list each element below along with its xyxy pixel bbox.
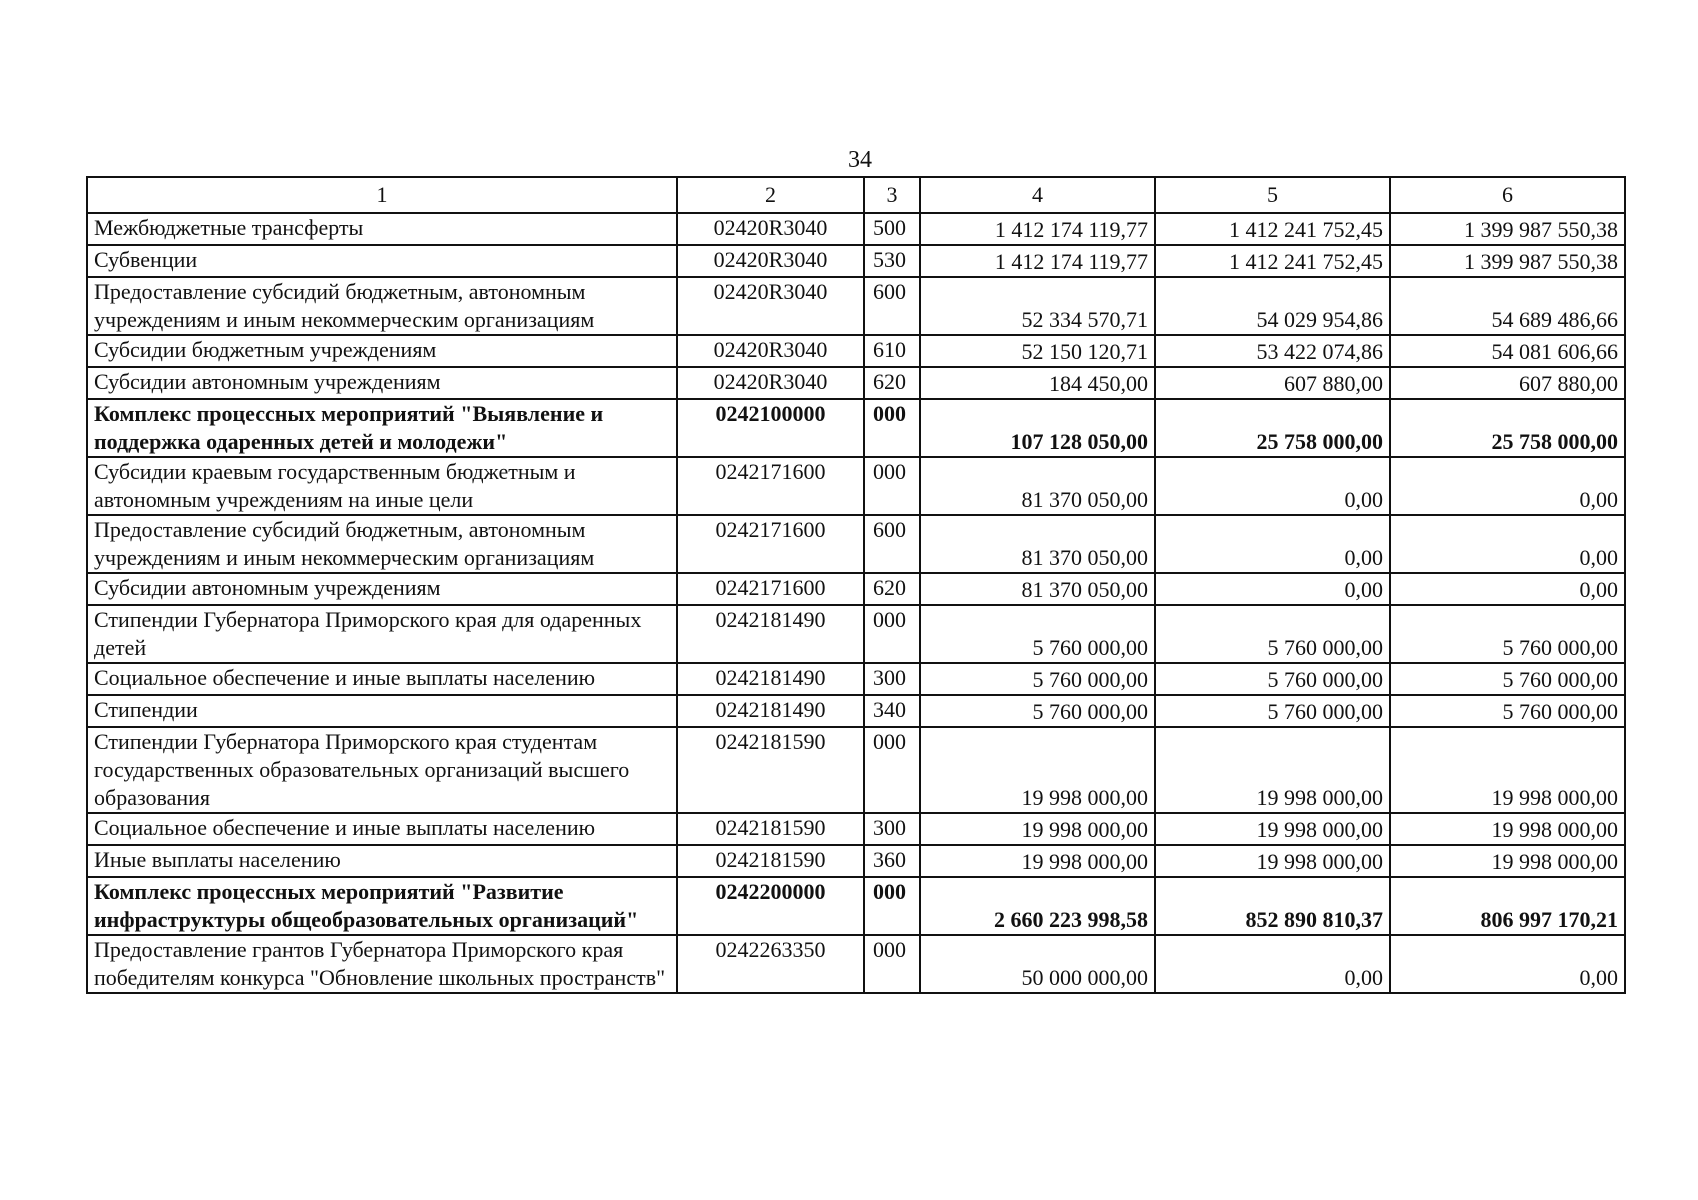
row-sum-cell-2: 5 760 000,00 [1155, 663, 1390, 695]
row-code-cell: 02420R3040 [677, 245, 864, 277]
row-sum-cell-3: 0,00 [1390, 457, 1625, 515]
table-row [87, 245, 1625, 277]
table-row [87, 457, 1625, 515]
column-header: 1 [87, 177, 677, 213]
row-code-cell: 0242181590 [677, 727, 864, 813]
row-sum-cell-2: 19 998 000,00 [1155, 813, 1390, 845]
row-sum-cell-1: 19 998 000,00 [920, 813, 1155, 845]
row-type-cell: 600 [864, 515, 920, 573]
row-type-cell: 610 [864, 335, 920, 367]
row-sum-cell-3: 54 081 606,66 [1390, 335, 1625, 367]
row-sum-cell-1: 50 000 000,00 [920, 935, 1155, 993]
row-sum-cell-2: 19 998 000,00 [1155, 727, 1390, 813]
row-sum-cell-1: 184 450,00 [920, 367, 1155, 399]
row-sum-cell-1: 107 128 050,00 [920, 399, 1155, 457]
row-type-cell: 620 [864, 573, 920, 605]
row-name-cell: Межбюджетные трансферты [87, 213, 677, 245]
row-name-cell: Комплекс процессных мероприятий "Развитие инфраструктуры общеобразовательных организаций" [87, 877, 677, 935]
row-name-cell: Комплекс процессных мероприятий "Выявление и поддержка одаренных детей и молодежи" [87, 399, 677, 457]
row-sum-cell-3: 54 689 486,66 [1390, 277, 1625, 335]
row-code-cell: 0242181490 [677, 663, 864, 695]
table-row [87, 573, 1625, 605]
row-sum-cell-2: 5 760 000,00 [1155, 695, 1390, 727]
column-header: 6 [1390, 177, 1625, 213]
row-sum-cell-1: 52 334 570,71 [920, 277, 1155, 335]
row-sum-cell-3: 25 758 000,00 [1390, 399, 1625, 457]
row-sum-cell-3: 0,00 [1390, 515, 1625, 573]
table-row [87, 727, 1625, 813]
row-type-cell: 000 [864, 935, 920, 993]
row-sum-cell-2: 53 422 074,86 [1155, 335, 1390, 367]
row-sum-cell-1: 19 998 000,00 [920, 845, 1155, 877]
row-code-cell: 0242171600 [677, 573, 864, 605]
row-name-cell: Субсидии автономным учреждениям [87, 367, 677, 399]
row-sum-cell-3: 19 998 000,00 [1390, 727, 1625, 813]
row-sum-cell-2: 0,00 [1155, 515, 1390, 573]
row-sum-cell-1: 5 760 000,00 [920, 605, 1155, 663]
row-name-cell: Иные выплаты населению [87, 845, 677, 877]
row-sum-cell-3: 19 998 000,00 [1390, 813, 1625, 845]
row-sum-cell-2: 607 880,00 [1155, 367, 1390, 399]
budget-table [86, 176, 1626, 994]
row-type-cell: 000 [864, 457, 920, 515]
row-code-cell: 02420R3040 [677, 213, 864, 245]
table-row [87, 335, 1625, 367]
row-name-cell: Предоставление субсидий бюджетным, автономным учреждениям и иным некоммерческим организациям [87, 515, 677, 573]
row-type-cell: 360 [864, 845, 920, 877]
table-row [87, 367, 1625, 399]
table-row [87, 663, 1625, 695]
row-name-cell: Стипендии [87, 695, 677, 727]
row-sum-cell-3: 5 760 000,00 [1390, 605, 1625, 663]
row-type-cell: 300 [864, 663, 920, 695]
row-sum-cell-1: 1 412 174 119,77 [920, 213, 1155, 245]
row-code-cell: 02420R3040 [677, 277, 864, 335]
row-sum-cell-2: 25 758 000,00 [1155, 399, 1390, 457]
row-sum-cell-1: 5 760 000,00 [920, 695, 1155, 727]
row-sum-cell-2: 0,00 [1155, 935, 1390, 993]
row-type-cell: 530 [864, 245, 920, 277]
row-code-cell: 0242171600 [677, 457, 864, 515]
row-sum-cell-2: 5 760 000,00 [1155, 605, 1390, 663]
row-sum-cell-3: 5 760 000,00 [1390, 663, 1625, 695]
row-name-cell: Субсидии автономным учреждениям [87, 573, 677, 605]
table-row [87, 845, 1625, 877]
row-sum-cell-3: 19 998 000,00 [1390, 845, 1625, 877]
row-sum-cell-3: 1 399 987 550,38 [1390, 245, 1625, 277]
row-sum-cell-1: 81 370 050,00 [920, 515, 1155, 573]
row-type-cell: 000 [864, 877, 920, 935]
row-type-cell: 300 [864, 813, 920, 845]
row-code-cell: 02420R3040 [677, 335, 864, 367]
row-sum-cell-2: 852 890 810,37 [1155, 877, 1390, 935]
column-header: 5 [1155, 177, 1390, 213]
row-sum-cell-1: 1 412 174 119,77 [920, 245, 1155, 277]
row-sum-cell-3: 0,00 [1390, 935, 1625, 993]
row-type-cell: 000 [864, 399, 920, 457]
row-name-cell: Социальное обеспечение и иные выплаты населению [87, 813, 677, 845]
table-row [87, 695, 1625, 727]
row-code-cell: 0242181490 [677, 605, 864, 663]
row-sum-cell-3: 5 760 000,00 [1390, 695, 1625, 727]
column-header: 2 [677, 177, 864, 213]
row-sum-cell-3: 806 997 170,21 [1390, 877, 1625, 935]
row-type-cell: 000 [864, 605, 920, 663]
table-row [87, 277, 1625, 335]
row-sum-cell-1: 2 660 223 998,58 [920, 877, 1155, 935]
row-type-cell: 000 [864, 727, 920, 813]
row-sum-cell-3: 607 880,00 [1390, 367, 1625, 399]
page-number: 34 [848, 147, 872, 173]
row-name-cell: Субвенции [87, 245, 677, 277]
row-sum-cell-1: 81 370 050,00 [920, 457, 1155, 515]
row-code-cell: 0242263350 [677, 935, 864, 993]
row-sum-cell-1: 19 998 000,00 [920, 727, 1155, 813]
row-code-cell: 0242181590 [677, 813, 864, 845]
row-type-cell: 340 [864, 695, 920, 727]
table-row [87, 935, 1625, 993]
row-sum-cell-2: 0,00 [1155, 457, 1390, 515]
row-name-cell: Предоставление грантов Губернатора Приморского края победителям конкурса "Обновление школьных пространств" [87, 935, 677, 993]
table-row [87, 213, 1625, 245]
row-name-cell: Стипендии Губернатора Приморского края для одаренных детей [87, 605, 677, 663]
column-header: 4 [920, 177, 1155, 213]
row-sum-cell-1: 52 150 120,71 [920, 335, 1155, 367]
table-header-row [87, 177, 1625, 213]
row-code-cell: 0242200000 [677, 877, 864, 935]
column-header: 3 [864, 177, 920, 213]
row-type-cell: 500 [864, 213, 920, 245]
row-sum-cell-1: 5 760 000,00 [920, 663, 1155, 695]
table-row [87, 813, 1625, 845]
row-name-cell: Социальное обеспечение и иные выплаты населению [87, 663, 677, 695]
row-sum-cell-2: 1 412 241 752,45 [1155, 245, 1390, 277]
row-sum-cell-2: 0,00 [1155, 573, 1390, 605]
row-name-cell: Стипендии Губернатора Приморского края студентам государственных образовательных организаций высшего образования [87, 727, 677, 813]
table-row [87, 399, 1625, 457]
row-code-cell: 02420R3040 [677, 367, 864, 399]
table-row [87, 605, 1625, 663]
row-sum-cell-2: 1 412 241 752,45 [1155, 213, 1390, 245]
row-name-cell: Субсидии краевым государственным бюджетным и автономным учреждениям на иные цели [87, 457, 677, 515]
table-row [87, 515, 1625, 573]
row-code-cell: 0242181590 [677, 845, 864, 877]
row-sum-cell-3: 0,00 [1390, 573, 1625, 605]
row-sum-cell-2: 54 029 954,86 [1155, 277, 1390, 335]
row-sum-cell-3: 1 399 987 550,38 [1390, 213, 1625, 245]
row-name-cell: Субсидии бюджетным учреждениям [87, 335, 677, 367]
row-type-cell: 600 [864, 277, 920, 335]
row-code-cell: 0242181490 [677, 695, 864, 727]
row-code-cell: 0242100000 [677, 399, 864, 457]
row-name-cell: Предоставление субсидий бюджетным, автономным учреждениям и иным некоммерческим организациям [87, 277, 677, 335]
row-type-cell: 620 [864, 367, 920, 399]
row-code-cell: 0242171600 [677, 515, 864, 573]
row-sum-cell-2: 19 998 000,00 [1155, 845, 1390, 877]
table-row [87, 877, 1625, 935]
row-sum-cell-1: 81 370 050,00 [920, 573, 1155, 605]
